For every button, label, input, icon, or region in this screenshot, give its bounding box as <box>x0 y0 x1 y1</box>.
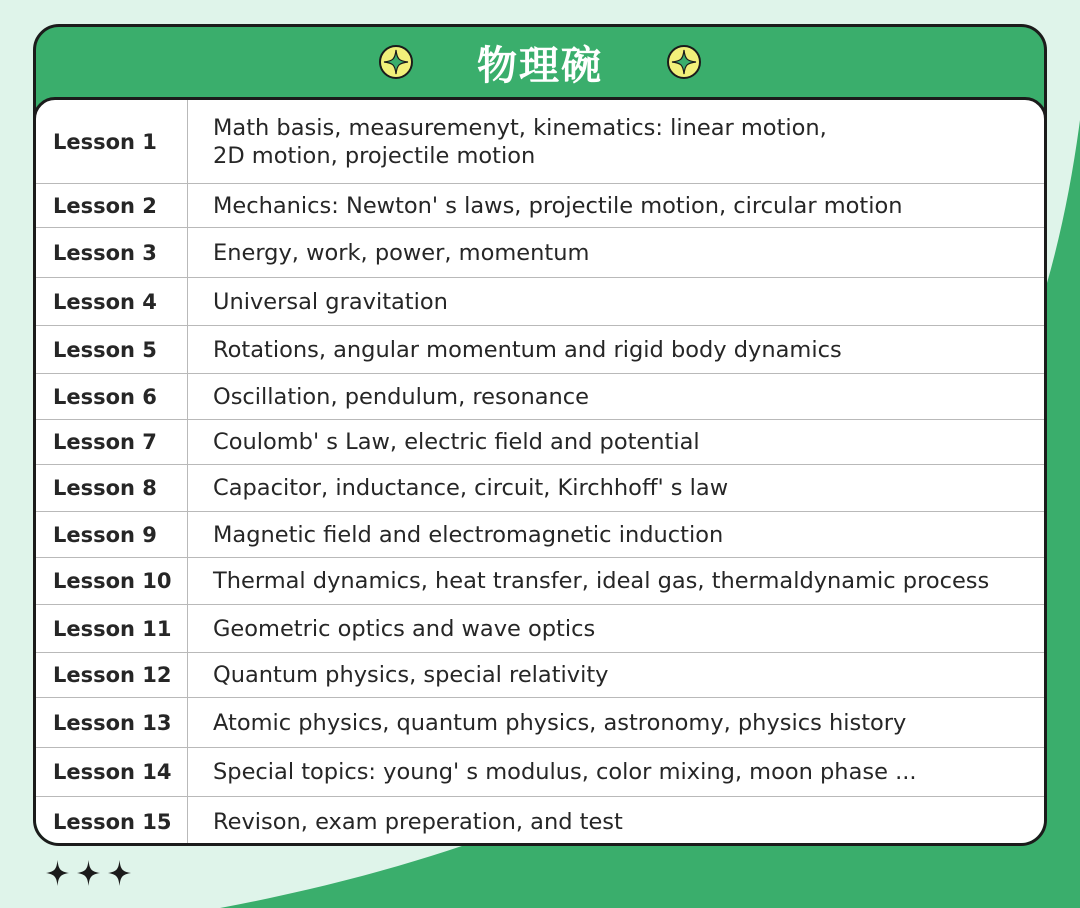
lesson-topic: Revison, exam preperation, and test <box>213 808 623 835</box>
table-row <box>36 420 1044 465</box>
lesson-number: Lesson 9 <box>36 512 188 557</box>
four-point-star-icon <box>75 858 102 888</box>
lesson-number: Lesson 11 <box>36 605 188 652</box>
lesson-number: Lesson 1 <box>36 100 188 183</box>
lesson-topic: Rotations, angular momentum and rigid body dynamics <box>213 336 842 363</box>
table-row <box>36 326 1044 374</box>
lesson-number: Lesson 3 <box>36 228 188 277</box>
sparkle-icon <box>377 43 415 81</box>
lesson-topic: Quantum physics, special relativity <box>213 662 609 688</box>
four-point-star-icon <box>106 858 133 888</box>
lesson-topic: Oscillation, pendulum, resonance <box>213 383 590 410</box>
lesson-number: Lesson 14 <box>36 748 188 796</box>
lesson-number: Lesson 2 <box>36 184 188 227</box>
table-row <box>36 184 1044 228</box>
lesson-topic: Mechanics: Newton' s laws, projectile motion, circular motion <box>213 192 903 219</box>
table-row <box>36 698 1044 748</box>
lesson-number: Lesson 13 <box>36 698 188 747</box>
lesson-topic: Energy, work, power, momentum <box>213 239 590 266</box>
lesson-topic: Math basis, measuremenyt, kinematics: linear motion, 2D motion, projectile motion <box>213 114 827 169</box>
lesson-number: Lesson 6 <box>36 374 188 419</box>
lesson-card <box>33 24 1047 846</box>
lesson-table <box>33 97 1047 846</box>
four-point-star-icon <box>44 858 71 888</box>
lesson-topic: Capacitor, inductance, circuit, Kirchhoff' s law <box>213 475 729 501</box>
sparkle-icon <box>665 43 703 81</box>
lesson-topic: Geometric optics and wave optics <box>213 615 596 642</box>
table-row <box>36 100 1044 184</box>
lesson-number: Lesson 7 <box>36 420 188 464</box>
lesson-number: Lesson 10 <box>36 558 188 604</box>
table-row <box>36 278 1044 326</box>
lesson-topic: Thermal dynamics, heat transfer, ideal gas, thermaldynamic process <box>213 568 990 594</box>
card-header <box>36 27 1044 97</box>
table-row <box>36 465 1044 512</box>
table-row <box>36 374 1044 420</box>
footer-stars <box>44 858 133 888</box>
table-row <box>36 748 1044 797</box>
table-row <box>36 512 1044 558</box>
table-row <box>36 653 1044 698</box>
lesson-topic: Atomic physics, quantum physics, astronomy, physics history <box>213 709 907 736</box>
table-row <box>36 558 1044 605</box>
lesson-topic: Special topics: young' s modulus, color mixing, moon phase ... <box>213 759 917 785</box>
lesson-number: Lesson 8 <box>36 465 188 511</box>
lesson-number: Lesson 15 <box>36 797 188 846</box>
lesson-topic: Coulomb' s Law, electric field and potential <box>213 429 700 455</box>
table-row <box>36 605 1044 653</box>
lesson-number: Lesson 4 <box>36 278 188 325</box>
table-row <box>36 228 1044 278</box>
lesson-topic: Universal gravitation <box>213 288 448 315</box>
page-title: 物理碗 <box>477 42 603 89</box>
table-row <box>36 797 1044 846</box>
lesson-number: Lesson 5 <box>36 326 188 373</box>
lesson-topic: Magnetic field and electromagnetic induction <box>213 521 724 548</box>
lesson-number: Lesson 12 <box>36 653 188 697</box>
lesson-rows <box>36 100 1044 846</box>
